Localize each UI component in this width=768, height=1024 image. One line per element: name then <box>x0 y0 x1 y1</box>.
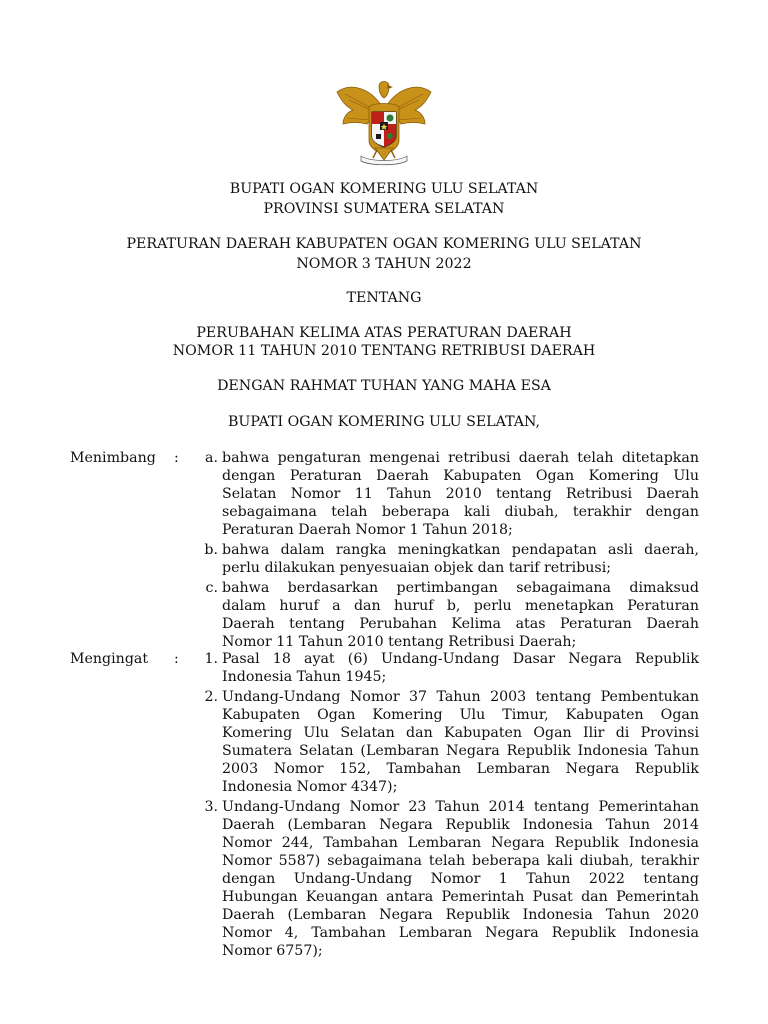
mengingat-item-line: Nomor 6757); <box>222 943 323 959</box>
preamble-rahmat: DENGAN RAHMAT TUHAN YANG MAHA ESA <box>217 378 551 394</box>
mengingat-item-line: Hubungan Keuangan antara Pemerintah Pusat dan Pemerintah <box>222 889 699 905</box>
issuer-line-1: BUPATI OGAN KOMERING ULU SELATAN <box>229 181 539 197</box>
mengingat-item-line: Komering Ulu Selatan dan Kabupaten Ogan Ilir di Provinsi <box>222 725 699 741</box>
menimbang-item-line: Nomor 11 Tahun 2010 tentang Retribusi Daerah; <box>222 634 577 650</box>
mengingat-item-marker: 1. <box>204 651 218 667</box>
mengingat-item-line: Sumatera Selatan (Lembaran Negara Republik Indonesia Tahun <box>222 743 699 759</box>
mengingat-item <box>222 688 699 796</box>
mengingat-item-line: Pasal 18 ayat (6) Undang-Undang Dasar Negara Republik <box>222 651 699 667</box>
menimbang-item-marker: b. <box>204 542 218 558</box>
menimbang-item-line: bahwa berdasarkan pertimbangan sebagaimana dimaksud <box>222 580 699 596</box>
regulation-title-2: NOMOR 11 TAHUN 2010 TENTANG RETRIBUSI DAERAH <box>172 343 596 359</box>
preamble-bupati: BUPATI OGAN KOMERING ULU SELATAN, <box>227 414 541 430</box>
mengingat-item <box>222 798 699 960</box>
menimbang-item-line: Selatan Nomor 11 Tahun 2010 tentang Retribusi Daerah <box>222 486 699 502</box>
regulation-number: NOMOR 3 TAHUN 2022 <box>296 256 472 272</box>
menimbang-item-line: bahwa dalam rangka meningkatkan pendapatan asli daerah, <box>222 542 699 558</box>
menimbang-item-line: sebagaimana telah beberapa kali diubah, terakhir dengan <box>222 504 699 520</box>
menimbang-item <box>222 449 699 539</box>
mengingat-item-line: Daerah (Lembaran Negara Republik Indonesia Tahun 2014 <box>222 817 699 833</box>
regulation-line-1: PERATURAN DAERAH KABUPATEN OGAN KOMERING ULU SELATAN <box>126 236 642 252</box>
menimbang-item-line: perlu dilakukan penyesuaian objek dan tarif retribusi; <box>222 560 612 576</box>
mengingat-item-line: Kabupaten Ogan Komering Ulu Timur, Kabupaten Ogan <box>222 707 699 723</box>
menimbang-item-line: Daerah tentang Perubahan Kelima atas Peraturan Daerah <box>222 616 699 632</box>
mengingat-item-line: Nomor 4, Tambahan Lembaran Negara Republik Indonesia <box>222 925 699 941</box>
regulation-title-1: PERUBAHAN KELIMA ATAS PERATURAN DAERAH <box>196 325 572 341</box>
menimbang-item-line: dengan Peraturan Daerah Kabupaten Ogan Komering Ulu <box>222 468 699 484</box>
mengingat-item-line: Daerah (Lembaran Negara Republik Indonesia Tahun 2020 <box>222 907 699 923</box>
menimbang-item-marker: a. <box>205 450 218 466</box>
mengingat-item <box>222 650 699 686</box>
mengingat-colon: : <box>174 651 179 667</box>
mengingat-item-line: 2003 Nomor 152, Tambahan Lembaran Negara Republik <box>222 761 699 777</box>
menimbang-item-line: Peraturan Daerah Nomor 1 Tahun 2018; <box>222 522 513 538</box>
mengingat-item-marker: 2. <box>204 689 218 705</box>
mengingat-item-line: Nomor 5587) sebagaimana telah beberapa kali diubah, terakhir <box>222 853 699 869</box>
mengingat-item-line: Indonesia Tahun 1945; <box>222 669 387 685</box>
issuer-line-2: PROVINSI SUMATERA SELATAN <box>263 201 505 217</box>
mengingat-item-line: Undang-Undang Nomor 23 Tahun 2014 tentang Pemerintahan <box>222 799 699 815</box>
tentang-heading: TENTANG <box>346 290 422 306</box>
menimbang-label: Menimbang <box>70 450 156 466</box>
mengingat-item-line: dengan Undang-Undang Nomor 1 Tahun 2022 tentang <box>222 871 699 887</box>
mengingat-label: Mengingat <box>70 651 149 667</box>
menimbang-item-marker: c. <box>205 580 218 596</box>
garuda-emblem-icon <box>331 78 437 166</box>
menimbang-item-line: bahwa pengaturan mengenai retribusi daerah telah ditetapkan <box>222 450 699 466</box>
menimbang-item <box>222 541 699 577</box>
menimbang-item <box>222 579 699 651</box>
menimbang-item-line: dalam huruf a dan huruf b, perlu menetapkan Peraturan <box>222 598 699 614</box>
mengingat-item-line: Indonesia Nomor 4347); <box>222 779 398 795</box>
menimbang-colon: : <box>174 450 179 466</box>
mengingat-item-line: Nomor 244, Tambahan Lembaran Negara Republik Indonesia <box>222 835 699 851</box>
mengingat-item-marker: 3. <box>204 799 218 815</box>
mengingat-item-line: Undang-Undang Nomor 37 Tahun 2003 tentang Pembentukan <box>222 689 699 705</box>
